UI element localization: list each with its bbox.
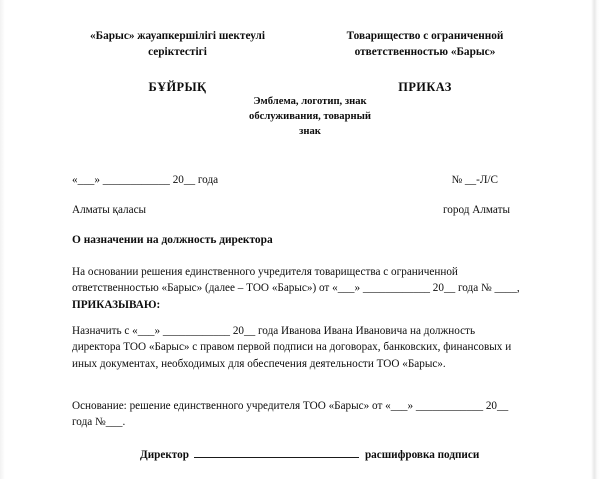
signature-row — [140, 446, 500, 461]
document-number-field: № __-Л/С — [451, 174, 498, 186]
paragraph-basis-text: На основании решения единственного учредителя товарищества с ограниченной ответственностью «Барыс» (далее – ТОО «Барыс») от «___» ____________ 20__ года № ____, — [72, 266, 520, 295]
signature-rule — [194, 446, 359, 458]
signature-decode-label: расшифровка подписи — [364, 449, 480, 461]
emblem-placeholder: Эмблема, логотип, знак обслуживания, товарный знак — [249, 96, 371, 138]
paragraph-order: Назначить с «___» ____________ 20__ года Иванова Ивана Ивановича на должность директора ТОО «Барыс» с правом первой подписи на договорах, банковских, финансовых и иных документах, необходимых для обеспечения деятельности ТОО «Барыс». — [72, 325, 512, 370]
document-title-kk: БҰЙРЫҚ — [148, 79, 207, 94]
header-left-column — [70, 28, 285, 97]
document-date-field: «___» ____________ 20__ года — [72, 174, 219, 186]
city-row — [72, 204, 522, 216]
paragraph-ground: Основание: решение единственного учредителя ТОО «Барыс» от «___» ____________ 20__ года №___. — [72, 400, 509, 429]
organization-name-kk: «Барыс» жауапкершілігі шектеулі серіктестігі — [89, 30, 266, 59]
document-title-ru: ПРИКАЗ — [398, 79, 452, 94]
date-number-row — [72, 174, 522, 186]
paragraph-basis — [72, 264, 522, 313]
signature-role: Директор — [140, 449, 189, 461]
organization-name-ru: Товарищество с ограниченной ответственностью «Барыс» — [346, 30, 504, 59]
document-header — [60, 28, 540, 97]
order-keyword: ПРИКАЗЫВАЮ: — [72, 298, 161, 311]
header-right-column — [310, 28, 540, 97]
city-kk: Алматы қаласы — [72, 204, 147, 216]
document-subject: О назначении на должность директора — [72, 234, 273, 246]
city-ru: город Алматы — [442, 204, 510, 216]
